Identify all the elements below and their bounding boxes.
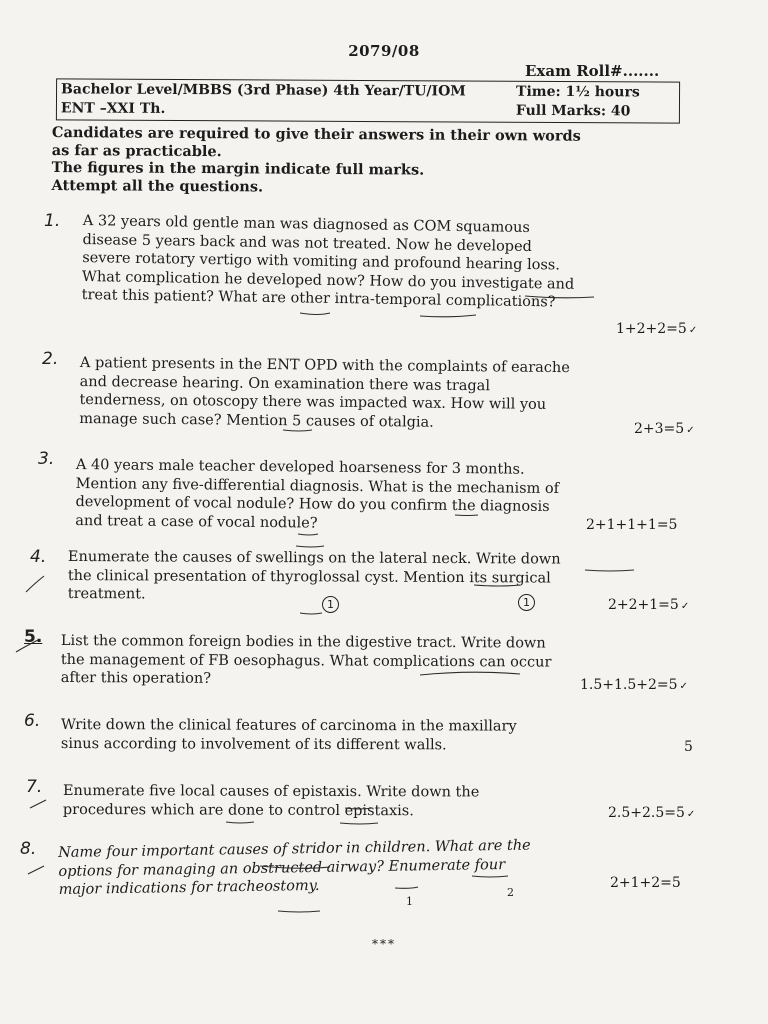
question-number: 4.: [30, 547, 47, 567]
question-number: 7.: [26, 777, 43, 797]
question-line: treatment.: [67, 585, 146, 603]
exam-roll-field: Exam Roll#.......: [525, 62, 660, 80]
instruction-line: The figures in the margin indicate full marks.: [51, 158, 425, 179]
question-marks: 1+2+2=5 ✓: [616, 321, 698, 337]
question-marks: 2+1+1+1=5: [586, 517, 678, 533]
tick-mark: ✓: [679, 681, 688, 692]
underline-mark: [226, 822, 254, 823]
instructions: [52, 124, 682, 198]
tick-mark: ✓: [680, 601, 690, 612]
question-line: severe rotatory vertigo with vomiting and profound hearing loss.: [82, 249, 561, 274]
question-line: Enumerate five local causes of epistaxis. Write down the: [62, 783, 480, 801]
underline-mark: [300, 613, 322, 614]
full-marks-label: Full Marks: 40: [515, 102, 631, 120]
question-line: What complication he developed now? How do you investigate and: [81, 268, 575, 293]
question-line: manage such case? Mention 5 causes of otalgia.: [79, 410, 434, 431]
question-marks: 1.5+1.5+2=5 ✓: [580, 677, 688, 693]
tick-mark: ✓: [688, 325, 698, 336]
question-number: 2.: [42, 349, 59, 369]
question-text: [82, 212, 683, 314]
underline-mark: [278, 911, 320, 912]
question-number: 5.: [24, 627, 43, 647]
underline-mark: [296, 546, 324, 547]
question-line: development of vocal nodule? How do you confirm the diagnosis: [75, 493, 550, 515]
question-number: 8.: [20, 839, 37, 859]
question-text: [79, 354, 680, 434]
question-line: and treat a case of vocal nodule?: [75, 512, 318, 532]
question-line: treat this patient? What are other intra-temporal complications?: [81, 286, 556, 311]
question-text: [68, 548, 668, 607]
tick-mark: ✓: [686, 809, 696, 820]
question-line: tenderness, on otoscopy there was impacted wax. How will you: [79, 391, 547, 413]
end-mark: ***: [372, 937, 396, 951]
question-line: Name four important causes of stridor in children. What are the: [58, 837, 531, 861]
question-text: [58, 834, 669, 899]
question-line: options for managing an obstructed airway? Enumerate four: [58, 856, 506, 880]
time-label: Time: 1½ hours: [516, 83, 640, 101]
question-line: A 32 years old gentle man was diagnosed as COM squamous: [82, 212, 530, 237]
question-text: [63, 782, 663, 821]
question-line: Enumerate the causes of swellings on the lateral neck. Write down: [67, 549, 561, 568]
question-line: A 40 years male teacher developed hoarseness for 3 months.: [75, 456, 525, 478]
question-line: after this operation?: [60, 669, 212, 687]
question-line: Write down the clinical features of carcinoma in the maxillary: [60, 717, 517, 735]
program-label: Bachelor Level/MBBS (3rd Phase) 4th Year/TU/IOM: [61, 81, 466, 100]
handwritten-note: 1: [406, 895, 413, 908]
course-header-box: [56, 78, 680, 123]
question-line: A patient presents in the ENT OPD with the complaints of earache: [79, 354, 570, 377]
instruction-line: as far as practicable.: [51, 141, 222, 160]
instruction-line: Candidates are required to give their answers in their own words: [51, 124, 581, 145]
question-marks: 5: [684, 739, 693, 755]
underline-mark: [340, 823, 378, 824]
underline-mark: [300, 313, 330, 315]
tick-mark: ✓: [686, 425, 695, 436]
question-line: disease 5 years back and was not treated. Now he developed: [82, 231, 533, 255]
question-line: sinus according to involvement of its different walls.: [60, 735, 447, 753]
handwritten-note: 2: [507, 886, 514, 899]
margin-tick: [28, 866, 44, 874]
question-number: 6.: [24, 711, 41, 731]
question-marks: 2.5+2.5=5 ✓: [608, 805, 696, 821]
question-number: 3.: [38, 449, 55, 469]
exam-year: 2079/08: [348, 42, 420, 60]
margin-tick: [30, 800, 46, 808]
question-line: the management of FB oesophagus. What complications can occur: [60, 651, 552, 671]
margin-tick: [26, 576, 44, 592]
circled-annotation: 1: [518, 594, 535, 611]
question-marks: 2+3=5 ✓: [634, 421, 695, 437]
underline-mark: [420, 315, 476, 317]
instruction-line: Attempt all the questions.: [51, 176, 264, 195]
question-marks: 2+2+1=5 ✓: [608, 597, 690, 613]
subject-label: ENT –XXI Th.: [60, 100, 166, 117]
question-line: procedures which are done to control epistaxis.: [62, 801, 414, 819]
question-line: major indications for tracheostomy.: [58, 877, 320, 898]
question-text: [61, 716, 661, 755]
question-line: and decrease hearing. On examination there was tragal: [79, 373, 491, 394]
question-marks: 2+1+2=5: [610, 875, 681, 891]
question-line: List the common foreign bodies in the digestive tract. Write down: [60, 633, 546, 652]
circled-annotation: 1: [322, 596, 339, 613]
question-line: Mention any five-differential diagnosis. What is the mechanism of: [75, 475, 560, 497]
question-line: the clinical presentation of thyroglossal cyst. Mention its surgical: [67, 567, 551, 587]
question-number: 1.: [44, 211, 61, 231]
underline-mark: [298, 534, 318, 535]
